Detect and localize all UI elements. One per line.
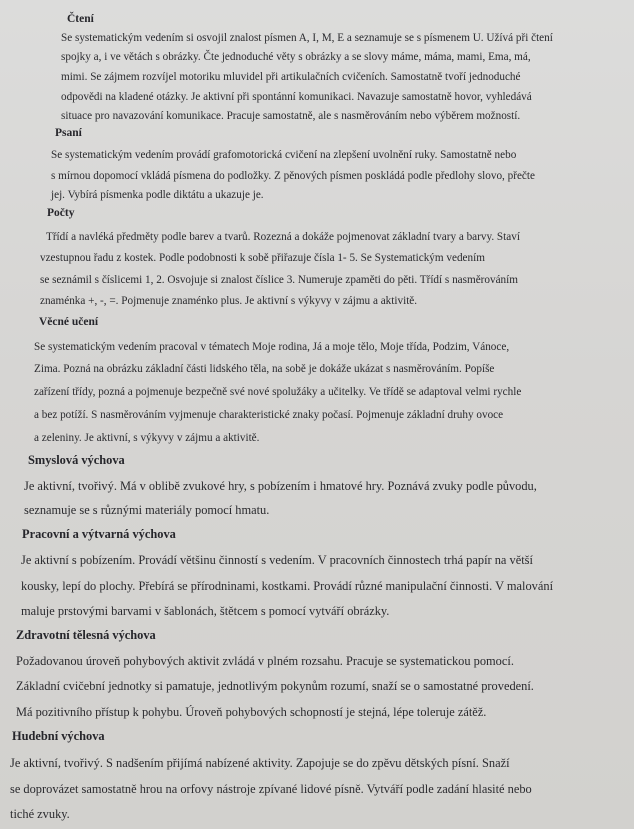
section-heading-psani: Psaní (55, 127, 82, 139)
text-line: Má pozitivního přístup k pohybu. Úroveň pohybových schopností je stejná, lépe toleruje zátěž. (16, 705, 487, 719)
section-heading-cteni: Čtení (67, 13, 94, 25)
text-line: znaménka +, -, =. Pojmenuje znaménko plus. Je aktivní s výkyvy v zájmu a aktivitě. (40, 295, 418, 307)
section-heading-pocty: Počty (47, 207, 75, 219)
text-line: Zima. Pozná na obrázku základní části lidského těla, na sobě je dokáže ukázat s nasměrováním. Popíše (34, 363, 495, 375)
text-line: Se systematickým vedením provádí grafomotorická cvičení na zlepšení uvolnění ruky. Samostatně nebo (51, 149, 517, 161)
text-line: odpovědi na kladené otázky. Je aktivní při spontánní komunikaci. Navazuje samostatně hovor, vyhledává (61, 91, 532, 103)
text-line: seznamuje se s různými materiály pomocí hmatu. (24, 503, 270, 517)
text-line: tiché zvuky. (10, 807, 70, 821)
section-heading-pracovni-vytvarna-vychova: Pracovní a výtvarná výchova (22, 527, 176, 541)
text-line: Se systematickým vedením pracoval v tématech Moje rodina, Já a moje tělo, Moje třída, Podzim, Vánoce, (34, 341, 510, 353)
text-line: zařízení třídy, pozná a pojmenuje bezpečně své nové spolužáky a učitelky. Ve třídě se adaptoval velmi rychle (34, 386, 522, 398)
text-line: Třídí a navléká předměty podle barev a tvarů. Rozezná a dokáže pojmenovat základní tvary a barvy. Staví (46, 231, 520, 243)
text-line: mimi. Se zájmem rozvíjel motoriku mluvidel při artikulačních cvičeních. Samostatně tvoří jednoduché (61, 71, 521, 83)
text-line: kousky, lepí do plochy. Přebírá se přírodninami, kostkami. Provádí různé manipulační činnosti. V malování (21, 579, 554, 593)
text-line: s mírnou dopomocí vkládá písmena do podložky. Z pěnových písmen poskládá podle předlohy slovo, přečte (51, 170, 535, 182)
text-line: situace pro navazování komunikace. Pracuje samostatně, ale s nasměrováním nebo výběrem možností. (61, 110, 521, 122)
text-line: a zeleniny. Je aktivní, s výkyvy v zájmu a aktivitě. (34, 432, 260, 444)
text-line: maluje prstovými barvami v šablonách, štětcem s pomocí vytváří obrázky. (21, 604, 390, 618)
section-heading-zdravotni-telesna-vychova: Zdravotní tělesná výchova (16, 628, 156, 642)
text-line: Je aktivní, tvořivý. S nadšením přijímá nabízené aktivity. Zapojuje se do zpěvu dětských písní. Snaží (10, 756, 510, 770)
text-line: Je aktivní s pobízením. Provádí většinu činností s vedením. V pracovních činnostech trhá papír na větší (21, 553, 533, 567)
text-line: Základní cvičební jednotky si pamatuje, jednotlivým pokynům rozumí, snaží se o samostatné provedení. (16, 679, 534, 693)
text-line: se seznámil s číslicemi 1, 2. Osvojuje si znalost číslice 3. Numeruje zpaměti do pěti. Třídí s nasměrováním (40, 274, 518, 286)
text-line: Se systematickým vedením si osvojil znalost písmen A, I, M, E a seznamuje se s písmenem U. Užívá při čtení (61, 32, 553, 44)
section-heading-hudebni-vychova: Hudební výchova (12, 729, 105, 743)
text-line: spojky a, i ve větách s obrázky. Čte jednoduché věty s obrázky a se slovy máme, máma, mami, Ema, má, (61, 51, 531, 63)
text-line: jej. Vybírá písmenka podle diktátu a ukazuje je. (51, 189, 264, 201)
text-line: a bez potíží. S nasměrováním vyjmenuje charakteristické znaky počasí. Pojmenuje základní druhy ovoce (34, 409, 504, 421)
text-line: Požadovanou úroveň pohybových aktivit zvládá v plném rozsahu. Pracuje se systematickou pomocí. (16, 654, 514, 668)
text-line: vzestupnou řadu z kostek. Podle podobnosti k sobě přiřazuje čísla 1- 5. Se Systematickým vedením (40, 252, 485, 264)
text-line: se doprovázet samostatně hrou na orfovy nástroje zpívané lidové písně. Vytváří podle zadání hlasité nebo (10, 782, 532, 796)
section-heading-smyslova-vychova: Smyslová výchova (28, 453, 125, 467)
section-heading-vecne-uceni: Věcné učení (39, 316, 99, 328)
text-line: Je aktivní, tvořivý. Má v oblibě zvukové hry, s pobízením i hmatové hry. Poznává zvuky podle původu, (24, 479, 537, 493)
